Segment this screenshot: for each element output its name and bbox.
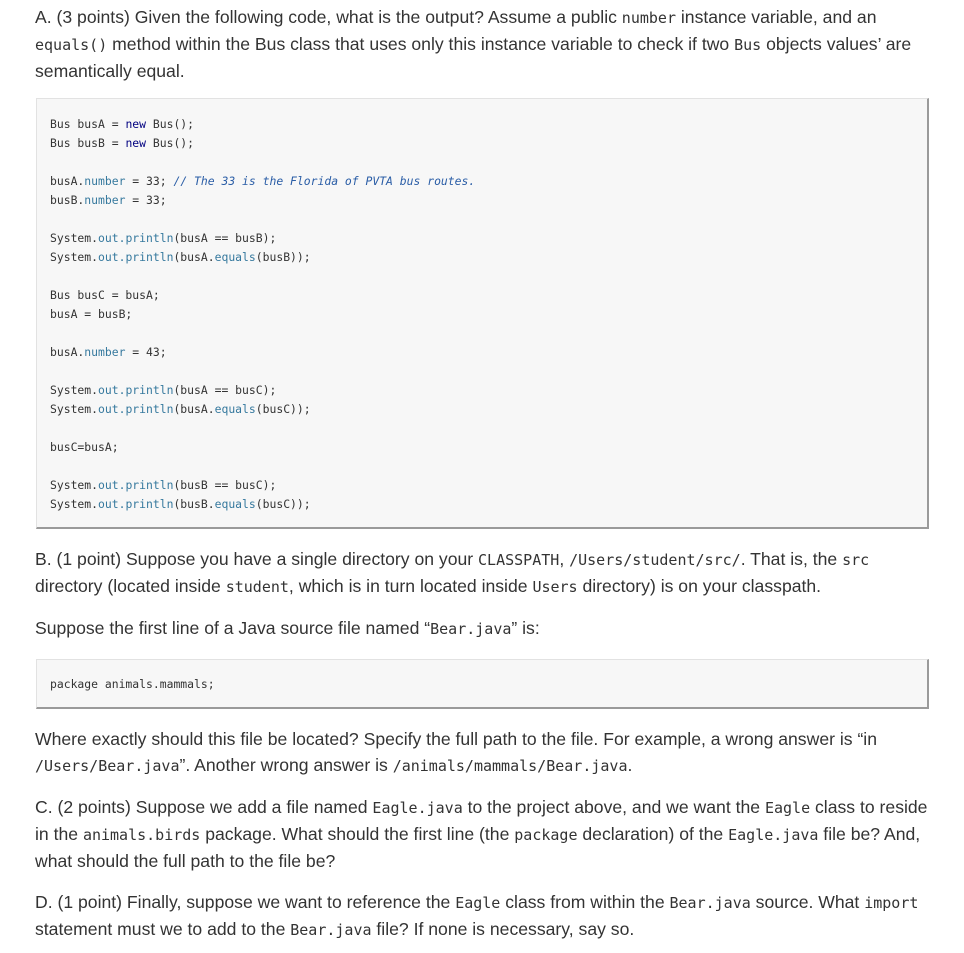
code-line: package animals.mammals; <box>50 677 215 691</box>
question-d-text: D. (1 point) Finally, suppose we want to reference the Eagle class from within the Bear.java source. What import statement must we to add to the Bear.java file? If none is necessary, say so. <box>35 892 919 939</box>
code-line: busA.number = 43; <box>50 345 167 359</box>
code-line: Bus busA = new Bus(); <box>50 117 195 131</box>
question-a-text: A. (3 points) Given the following code, what is the output? Assume a public number instance variable, and an equals() method within the Bus class that uses only this instance variable to check if two Bus objects values’ are semantically equal. <box>35 7 912 81</box>
code-line: busC=busA; <box>50 440 119 454</box>
code-line: busA = busB; <box>50 307 133 321</box>
code-block-a <box>36 98 929 529</box>
code-line: System.out.println(busA == busB); <box>50 231 277 245</box>
question-b-location-text: Where exactly should this file be located? Specify the full path to the file. For example, a wrong answer is “in /Users/Bear.java”. Another wrong answer is /animals/mammals/Bear.java. <box>35 729 877 775</box>
code-line: Bus busC = busA; <box>50 288 160 302</box>
code-line: busB.number = 33; <box>50 193 167 207</box>
question-b-text: B. (1 point) Suppose you have a single directory on your CLASSPATH, /Users/student/src/. That is, the src directory (located inside student, which is in turn located inside Users directory) is on your classpath. <box>35 549 870 596</box>
question-c-text: C. (2 points) Suppose we add a file named Eagle.java to the project above, and we want the Eagle class to reside in the animals.birds package. What should the first line (the package declaration) of the Eagle.java file be? And, what should the full path to the file be? <box>35 797 928 871</box>
code-line: Bus busB = new Bus(); <box>50 136 195 150</box>
code-line: busA.number = 33; // The 33 is the Florida of PVTA bus routes. <box>50 174 476 188</box>
code-line: System.out.println(busB.equals(busC)); <box>50 497 311 511</box>
code-line: System.out.println(busB == busC); <box>50 478 277 492</box>
question-b-file-prompt: Suppose the first line of a Java source file named “Bear.java” is: <box>35 618 540 638</box>
code-line: System.out.println(busA.equals(busB)); <box>50 250 311 264</box>
code-line: System.out.println(busA.equals(busC)); <box>50 402 311 416</box>
code-line: System.out.println(busA == busC); <box>50 383 277 397</box>
code-block-b <box>36 659 929 709</box>
